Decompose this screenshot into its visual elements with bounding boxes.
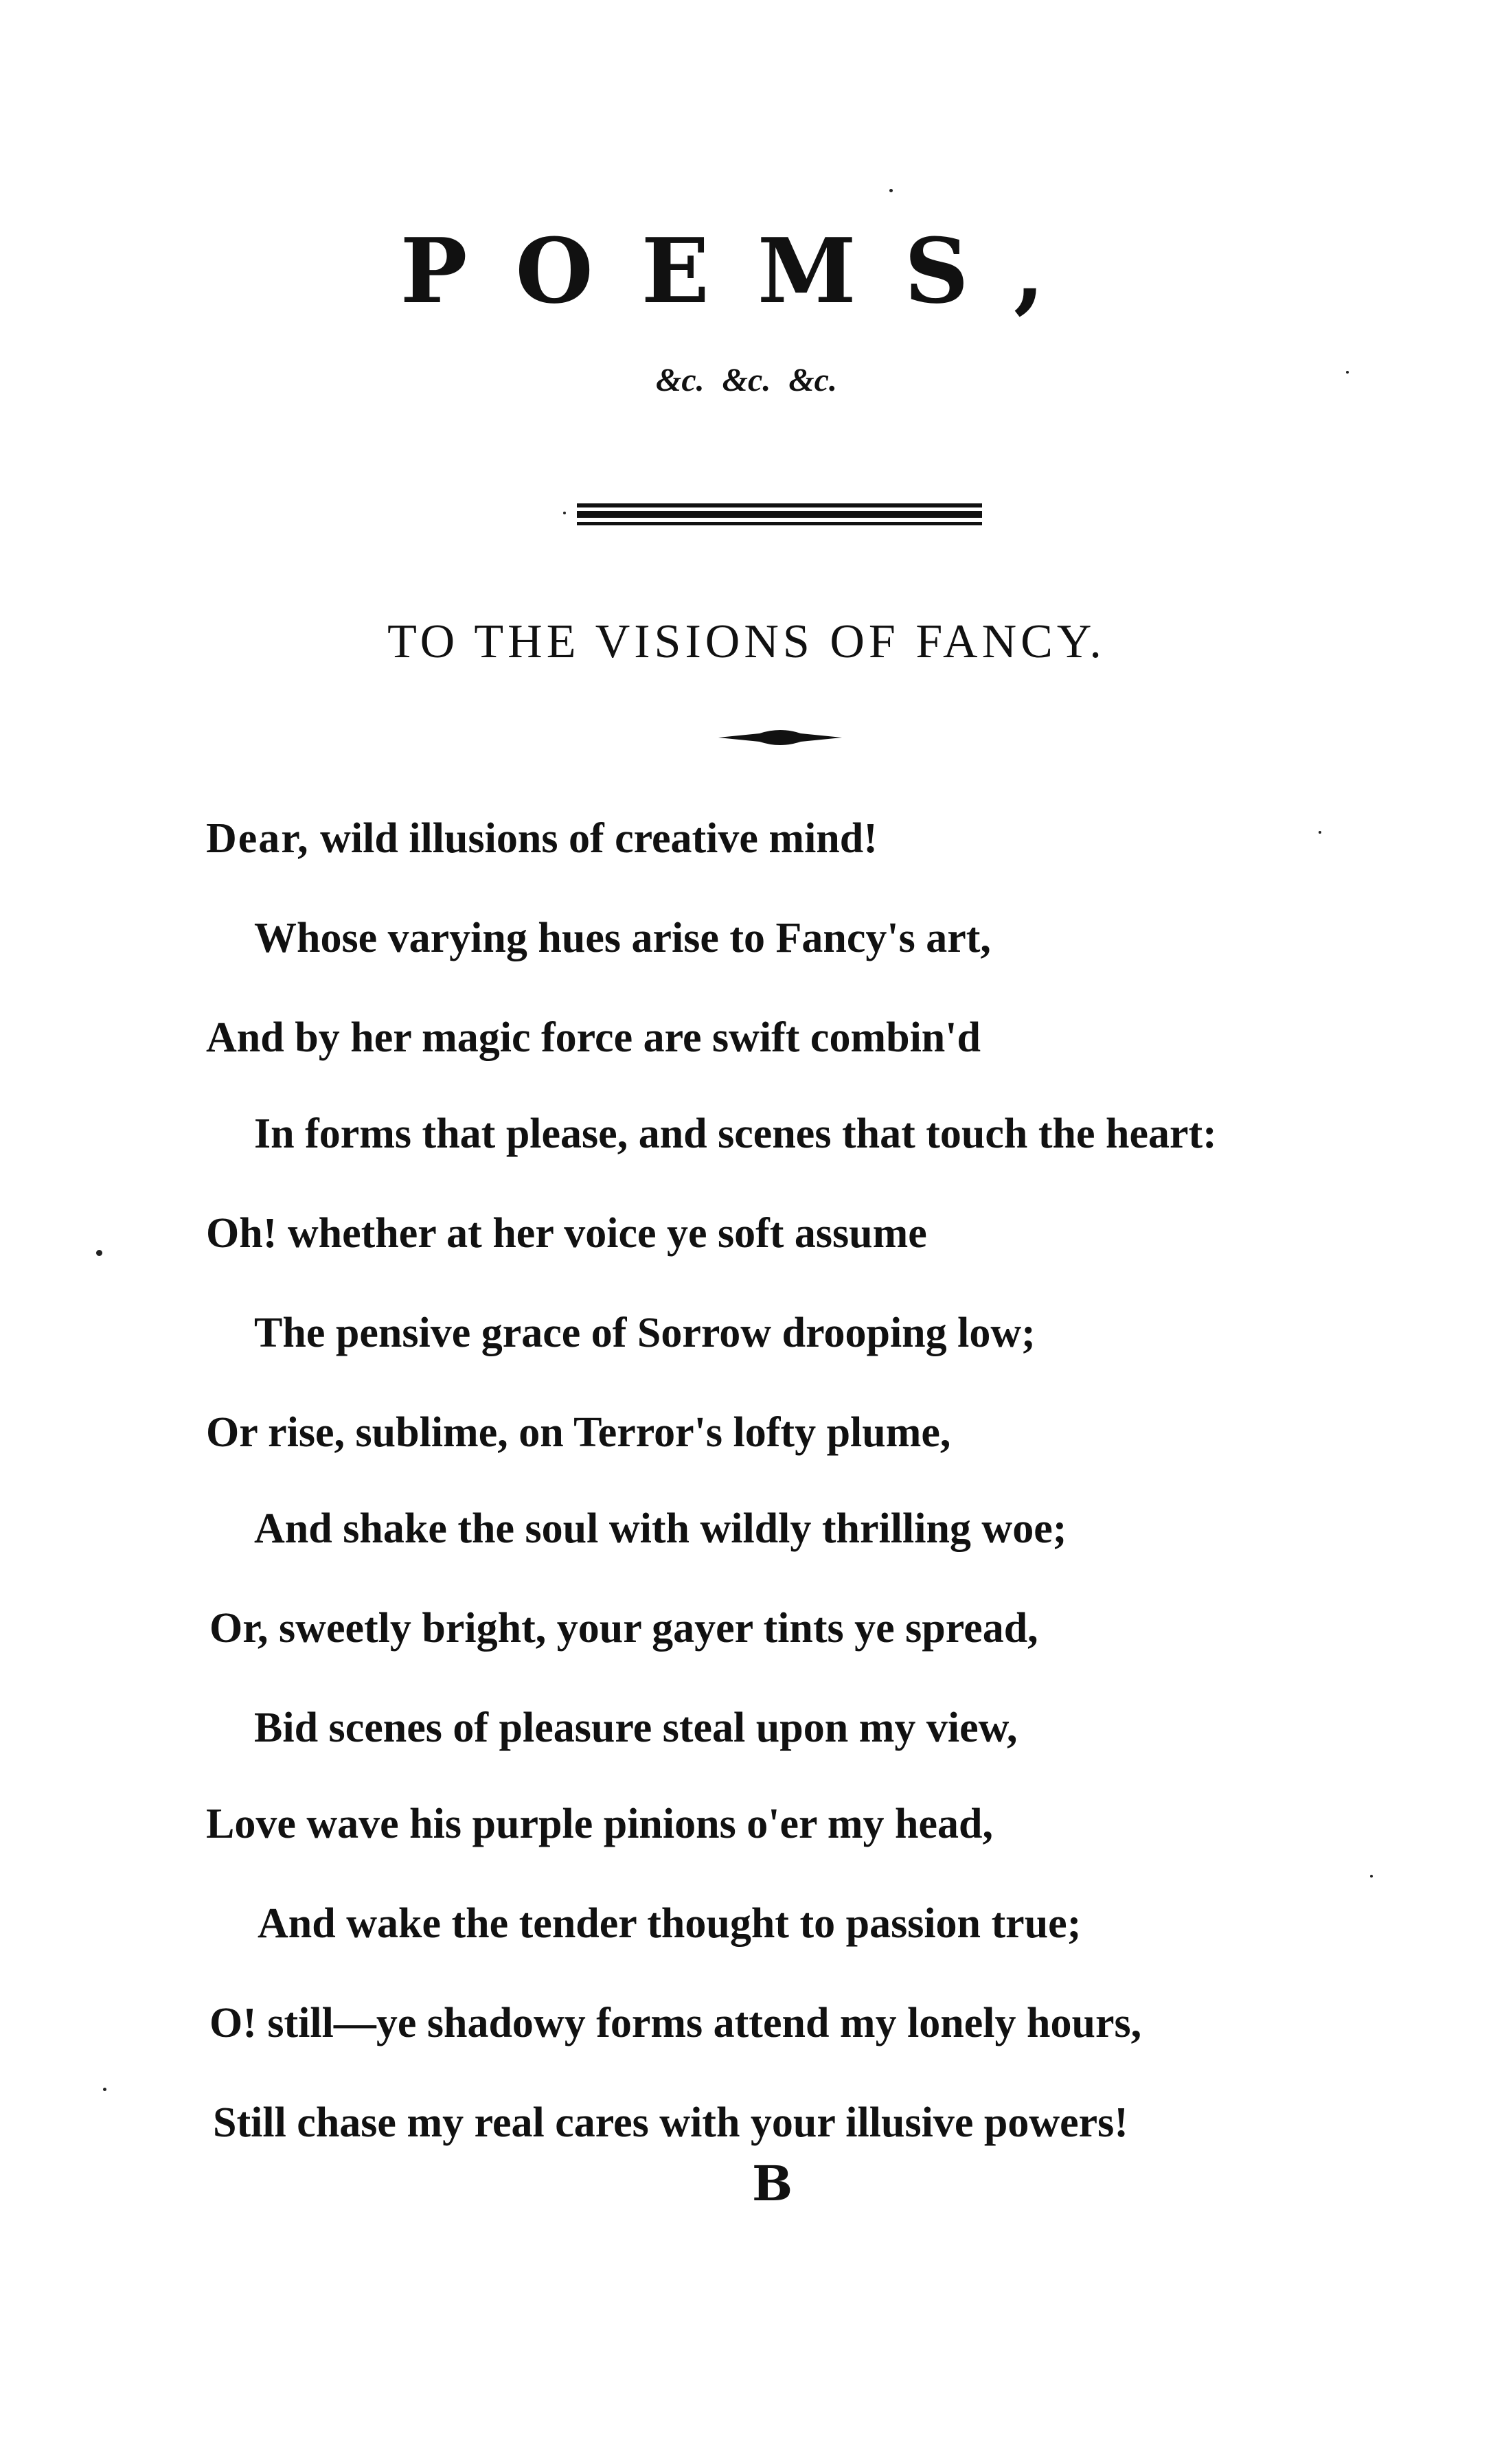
print-speck xyxy=(1346,371,1349,374)
print-speck xyxy=(103,2088,106,2091)
poem-line: Oh! whether at her voice ye soft assume xyxy=(206,1210,927,1257)
poem-line: And shake the soul with wildly thrilling woe; xyxy=(254,1505,1067,1552)
title-rule-middle xyxy=(577,511,982,518)
poem-line: And by her magic force are swift combin'd xyxy=(206,1014,981,1061)
title-etc: &c. &c. &c. xyxy=(656,362,837,398)
poem-line-1 xyxy=(206,817,878,860)
poem-line: O! still—ye shadowy forms attend my lonely hours, xyxy=(209,2000,1142,2046)
print-speck xyxy=(96,1250,102,1256)
print-speck xyxy=(1370,1875,1373,1878)
title-rule-bottom xyxy=(577,522,982,525)
poem-line: Or rise, sublime, on Terror's lofty plume, xyxy=(206,1409,951,1456)
poem-line: Bid scenes of pleasure steal upon my view, xyxy=(254,1704,1018,1751)
poem-line: The pensive grace of Sorrow drooping low; xyxy=(254,1310,1036,1356)
poem-heading: TO THE VISIONS OF FANCY. xyxy=(387,615,1106,668)
poem-line: And wake the tender thought to passion true; xyxy=(258,1900,1082,1947)
ornament-dash xyxy=(718,727,842,749)
poem-opening-word: Dear, xyxy=(206,815,310,862)
poem-line: Whose varying hues arise to Fancy's art, xyxy=(254,915,991,961)
poem-line: In forms that please, and scenes that touch the heart: xyxy=(254,1110,1217,1157)
title-rule-top xyxy=(577,503,982,507)
signature-mark: B xyxy=(752,2155,793,2212)
poem-line: Love wave his purple pinions o'er my head, xyxy=(206,1801,994,1847)
poem-line-1-text: wild illusions of creative mind! xyxy=(309,815,878,862)
print-speck xyxy=(563,512,566,514)
poem-line: Or, sweetly bright, your gayer tints ye spread, xyxy=(209,1605,1038,1652)
page-title: POEMS, xyxy=(400,218,1093,323)
poem-line: Still chase my real cares with your illusive powers! xyxy=(213,2099,1128,2146)
print-speck xyxy=(1319,831,1321,834)
print-speck xyxy=(889,189,893,192)
